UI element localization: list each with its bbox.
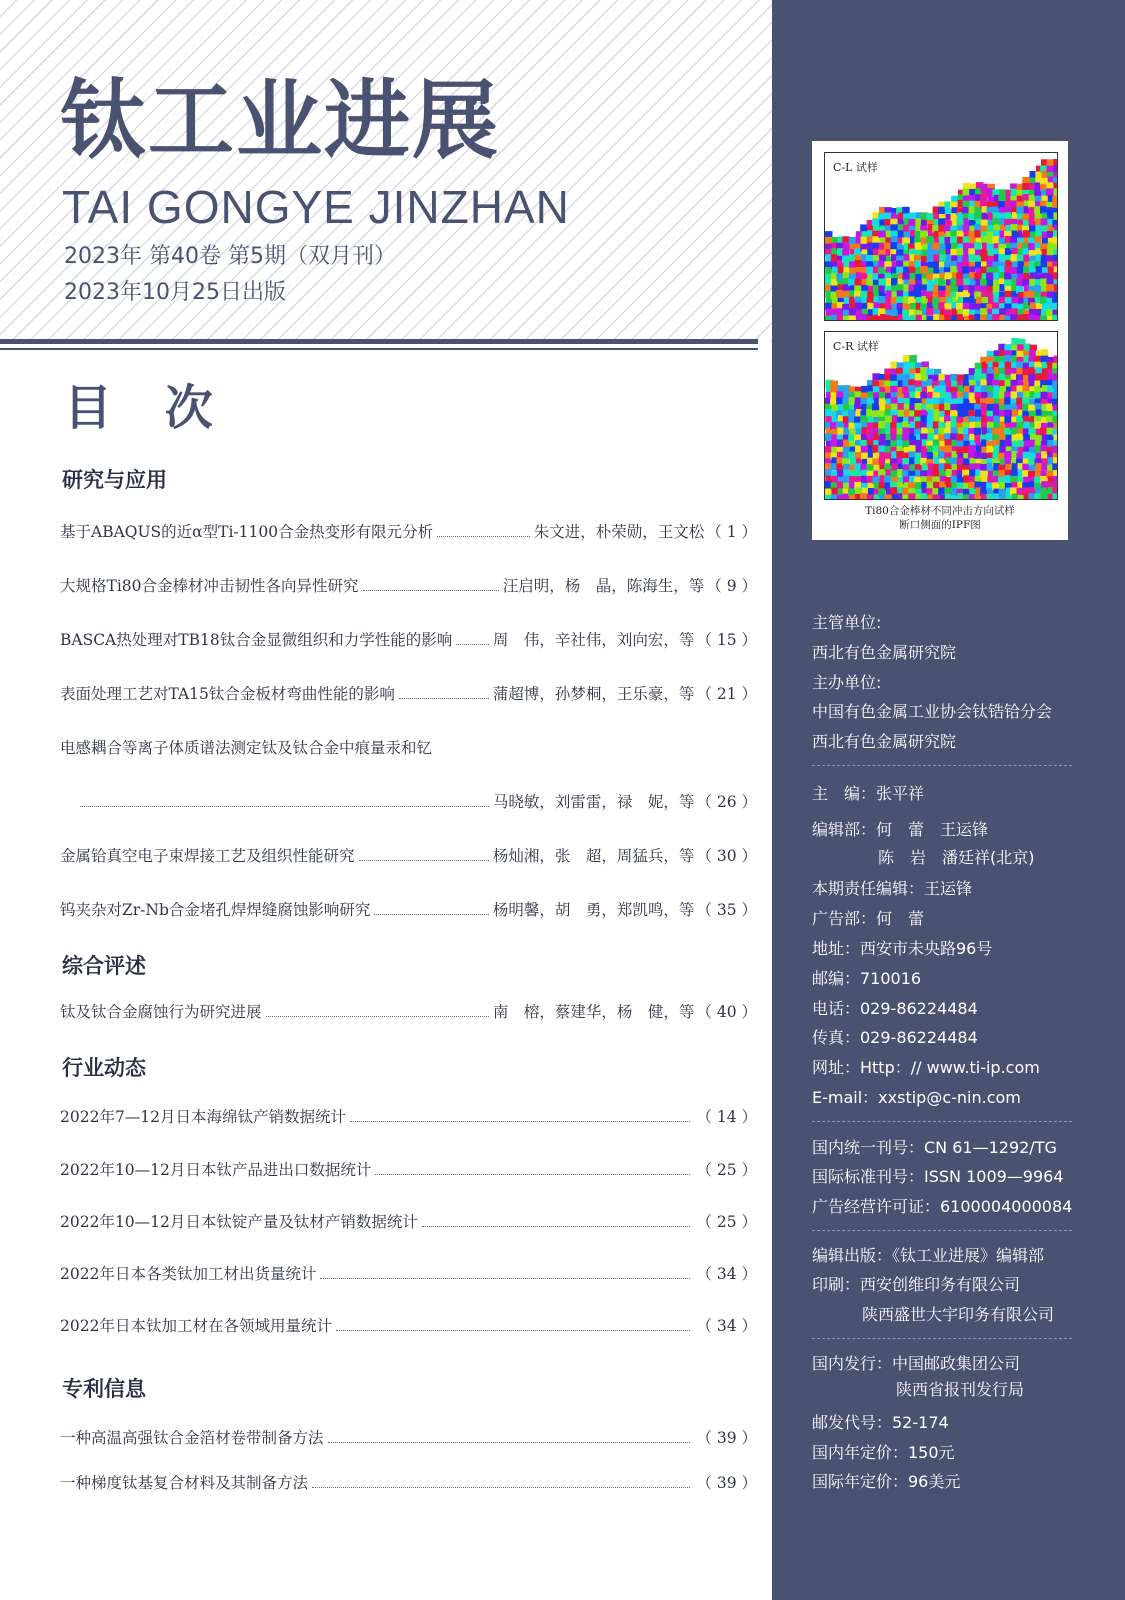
ipf-grain — [866, 267, 874, 275]
ipf-grain — [1017, 344, 1025, 352]
caption-line: 断口侧面的IPF图 — [899, 518, 981, 531]
ipf-grain — [848, 315, 856, 320]
ipf-grain — [980, 315, 988, 320]
entry-authors: 朱文进，朴荣勋，王文松 — [533, 523, 705, 542]
ipf-grain — [950, 374, 958, 382]
toc-entry-continued[interactable] — [76, 788, 757, 812]
ipf-grain — [956, 434, 964, 442]
publish-date: 2023年10月25日出版 — [64, 280, 286, 305]
entry-page: （ 9 ） — [706, 577, 757, 596]
ipf-grain — [908, 219, 916, 227]
leader-dots — [320, 1278, 690, 1279]
ipf-grain — [1053, 159, 1057, 167]
ipf-grain — [890, 386, 898, 394]
ipf-grain — [842, 249, 850, 256]
section-heading-review: 综合评述 — [62, 954, 146, 978]
ipf-panel-cl — [824, 152, 1058, 321]
info-chief-editor: 主 编：张平祥 — [812, 784, 925, 803]
ipf-grain — [974, 242, 982, 250]
leader-dots — [350, 1121, 690, 1122]
leader-dots — [399, 698, 489, 699]
info-website: 网址：Http：// www.ti-ip.com — [812, 1058, 1040, 1077]
ipf-grain — [890, 470, 898, 478]
entry-title: 金属铪真空电子束焊接工艺及组织性能研究 — [60, 847, 355, 866]
ipf-grain — [1011, 338, 1019, 346]
ipf-grain — [885, 495, 893, 499]
entry-authors: 汪启明，杨 晶，陈海生，等 — [502, 577, 705, 596]
entry-page: （ 21 ） — [696, 685, 757, 704]
entry-title: 2022年10—12月日本钛锭产量及钛材产销数据统计 — [60, 1213, 418, 1232]
leader-dots — [80, 806, 489, 807]
entry-page: （ 40 ） — [696, 1003, 757, 1022]
ipf-grain — [896, 451, 904, 459]
leader-dots — [422, 1226, 691, 1227]
ipf-grain — [902, 273, 910, 281]
ipf-grain — [891, 316, 899, 320]
leader-dots — [312, 1487, 690, 1488]
ipf-grain — [902, 207, 910, 215]
ipf-grain — [1041, 349, 1049, 357]
ipf-grain — [872, 403, 880, 411]
info-divider — [812, 1230, 1072, 1231]
ipf-grain — [987, 225, 995, 233]
info-supervisor-label: 主管单位: — [812, 613, 882, 632]
ipf-grain — [1047, 159, 1055, 167]
leader-dots — [456, 644, 489, 645]
caption-line: Ti80合金棒材不同冲击方向试样 — [865, 505, 1015, 517]
journal-title-pinyin: TAI GONGYE JINZHAN — [62, 181, 570, 233]
ipf-grain — [1052, 201, 1057, 209]
info-supervisor: 西北有色金属研究院 — [812, 643, 957, 662]
ipf-grain — [855, 260, 863, 268]
entry-title: 2022年日本各类钛加工材出货量统计 — [60, 1265, 317, 1284]
info-address: 地址：西安市未央路96号 — [812, 939, 993, 958]
toc-entry[interactable] — [60, 680, 757, 704]
ipf-grain — [1052, 392, 1057, 400]
leader-dots — [359, 860, 489, 861]
ipf-grain — [1004, 355, 1012, 363]
ipf-grain — [908, 385, 916, 393]
ipf-grain — [986, 272, 994, 280]
entry-page: （ 30 ） — [696, 847, 757, 866]
ipf-grain — [860, 291, 868, 299]
ipf-grain — [1017, 255, 1025, 263]
toc-entry[interactable] — [60, 842, 757, 866]
info-postal-code: 邮发代号：52-174 — [812, 1413, 949, 1432]
entry-title: 表面处理工艺对TA15钛合金板材弯曲性能的影响 — [60, 685, 395, 704]
ipf-grain — [1004, 451, 1012, 459]
ipf-grain — [938, 290, 946, 298]
leader-dots — [374, 914, 489, 915]
ipf-grain — [968, 254, 976, 261]
ipf-grain — [950, 236, 958, 244]
entry-title: 基于ABAQUS的近α型Ti-1100合金热变形有限元分析 — [60, 523, 434, 542]
toc-entry[interactable] — [60, 734, 757, 758]
ipf-grain — [1052, 237, 1057, 245]
entry-title: 钛及钛合金腐蚀行为研究进展 — [60, 1003, 262, 1022]
ipf-grain — [1052, 463, 1057, 471]
ipf-grain — [1016, 422, 1024, 430]
ipf-grain — [909, 355, 917, 363]
ipf-map-image — [825, 332, 1057, 499]
ipf-grain — [836, 290, 844, 298]
toc-entry[interactable] — [60, 1424, 757, 1448]
ipf-grain — [956, 279, 964, 287]
ipf-grain — [1004, 440, 1012, 448]
ipf-grain — [1041, 219, 1049, 227]
ipf-grain — [963, 303, 971, 311]
entry-page: （ 15 ） — [696, 631, 757, 650]
ipf-grain — [1004, 279, 1012, 287]
ipf-grain — [927, 284, 935, 292]
info-intl-price: 国际年定价：96美元 — [812, 1472, 961, 1491]
ipf-grain — [860, 224, 868, 232]
info-sponsor-1: 中国有色金属工业协会钛锆铪分会 — [812, 702, 1053, 721]
entry-page: （ 39 ） — [696, 1474, 757, 1493]
toc-entry[interactable] — [60, 1260, 757, 1284]
ipf-grain — [915, 403, 923, 411]
ipf-grain — [1053, 373, 1057, 381]
ipf-grain — [890, 242, 898, 250]
entry-authors: 杨灿湘，张 超，周猛兵，等 — [492, 847, 695, 866]
ipf-grain — [980, 194, 988, 202]
ipf-grain — [957, 218, 965, 226]
entry-page: （ 14 ） — [696, 1108, 757, 1127]
info-sponsor-2: 西北有色金属研究院 — [812, 732, 957, 751]
ipf-grain — [1054, 356, 1057, 364]
leader-dots — [266, 1016, 489, 1017]
ipf-grain — [1010, 224, 1018, 232]
ipf-grain — [992, 314, 1000, 320]
info-editorial-dept-2: 陈 岩 潘廷祥(北京) — [878, 848, 1035, 867]
info-phone: 电话：029-86224484 — [812, 999, 978, 1018]
ipf-grain — [825, 237, 832, 245]
ipf-grain — [855, 302, 863, 310]
ipf-grain — [891, 487, 899, 495]
ipf-grain — [957, 248, 965, 256]
ipf-grain — [861, 446, 869, 454]
ipf-grain — [1028, 314, 1036, 320]
figure-caption — [812, 505, 1068, 532]
ipf-grain — [1054, 188, 1057, 196]
ipf-grain — [944, 445, 952, 453]
ipf-grain — [1052, 303, 1057, 311]
issue-info: 2023年 第40卷 第5期（双月刊） — [64, 244, 396, 269]
entry-authors: 杨明馨，胡 勇，郑凯鸣，等 — [492, 901, 695, 920]
ipf-grain — [1052, 446, 1057, 454]
ipf-grain — [848, 452, 856, 460]
section-heading-patent: 专利信息 — [62, 1377, 146, 1401]
ipf-grain — [1052, 493, 1057, 499]
ipf-grain — [872, 410, 880, 418]
ipf-grain — [836, 315, 844, 320]
toc-entry[interactable] — [60, 626, 757, 650]
leader-dots — [437, 536, 530, 537]
ipf-grain — [878, 421, 886, 429]
info-issn: 国际标准刊号：ISSN 1009—9964 — [812, 1167, 1064, 1186]
entry-page: （ 1 ） — [706, 523, 757, 542]
leader-dots — [363, 590, 499, 591]
ipf-grain — [920, 266, 928, 274]
ipf-grain — [878, 296, 886, 304]
panel-label-cr: C-R 试样 — [833, 340, 879, 353]
ipf-grain — [963, 189, 971, 197]
header-divider-thin — [0, 348, 758, 350]
ipf-grain — [915, 380, 923, 388]
ipf-grain — [1054, 284, 1057, 292]
ipf-grain — [1004, 410, 1012, 418]
ipf-panel-cr — [824, 331, 1058, 500]
ipf-grain — [1054, 165, 1057, 173]
entry-page: （ 35 ） — [696, 901, 757, 920]
ipf-grain — [908, 296, 916, 304]
entry-page: （ 34 ） — [696, 1265, 757, 1284]
info-fax: 传真：029-86224484 — [812, 1028, 978, 1047]
ipf-grain — [974, 428, 982, 436]
entry-title: 钨夹杂对Zr-Nb合金堵孔焊焊缝腐蚀影响研究 — [60, 901, 371, 920]
toc-entry[interactable] — [60, 998, 757, 1022]
ipf-grain — [825, 495, 832, 499]
ipf-grain — [933, 398, 941, 406]
entry-title: 2022年10—12月日本钛产品进出口数据统计 — [60, 1161, 372, 1180]
info-domestic-price: 国内年定价：150元 — [812, 1443, 955, 1462]
toc-entry[interactable] — [60, 1103, 757, 1127]
info-printer: 印刷：西安创维印务有限公司 — [812, 1275, 1021, 1294]
ipf-grain — [986, 397, 994, 405]
ipf-grain — [1053, 476, 1057, 484]
toc-entry[interactable] — [60, 518, 757, 542]
entry-title: 电感耦合等离子体质谱法测定钛及钛合金中痕量汞和钇 — [60, 739, 433, 758]
entry-title: BASCA热处理对TB18钛合金显微组织和力学性能的影响 — [60, 631, 453, 650]
info-cn-number: 国内统一刊号：CN 61—1292/TG — [812, 1138, 1057, 1157]
entry-title: 一种梯度钛基复合材料及其制备方法 — [60, 1474, 309, 1493]
ipf-grain — [974, 451, 982, 459]
ipf-grain — [1034, 445, 1042, 453]
ipf-grain — [1053, 272, 1057, 280]
toc-entry[interactable] — [60, 1208, 757, 1232]
entry-page: （ 26 ） — [696, 793, 757, 812]
toc-entry[interactable] — [60, 1469, 757, 1493]
ipf-grain — [1052, 416, 1057, 424]
ipf-grain — [903, 355, 911, 363]
info-ad-license: 广告经营许可证：6100004000084 — [812, 1197, 1073, 1216]
entry-title: 大规格Ti80合金棒材冲击韧性各向异性研究 — [60, 577, 359, 596]
info-issue-editor: 本期责任编辑：王运锋 — [812, 879, 973, 898]
ipf-grain — [860, 314, 868, 320]
ipf-grain — [927, 213, 935, 221]
cover-figure — [812, 141, 1068, 540]
info-sponsor-label: 主办单位: — [812, 673, 882, 692]
ipf-grain — [878, 231, 886, 239]
ipf-grain — [1053, 230, 1057, 238]
ipf-map-image — [825, 153, 1057, 320]
ipf-grain — [920, 392, 928, 400]
ipf-grain — [860, 493, 868, 499]
ipf-grain — [944, 315, 952, 320]
ipf-grain — [926, 291, 934, 299]
ipf-grain — [1040, 428, 1048, 436]
header-divider-thick — [0, 339, 758, 344]
entry-page: （ 25 ） — [696, 1161, 757, 1180]
ipf-grain — [1016, 207, 1024, 215]
info-editorial-dept: 编辑部：何 蕾 王运锋 — [812, 820, 989, 839]
entry-page: （ 34 ） — [696, 1317, 757, 1336]
info-divider — [812, 765, 1072, 766]
toc-heading: 目 次 — [64, 380, 231, 436]
section-heading-industry: 行业动态 — [62, 1056, 146, 1080]
entry-page: （ 25 ） — [696, 1213, 757, 1232]
toc-entry[interactable] — [60, 896, 757, 920]
ipf-grain — [1046, 284, 1054, 292]
leader-dots — [375, 1174, 690, 1175]
ipf-grain — [1016, 434, 1024, 442]
entry-title: 一种高温高强钛合金箔材卷带制备方法 — [60, 1429, 324, 1448]
ipf-grain — [1010, 314, 1018, 320]
ipf-grain — [920, 493, 928, 499]
ipf-grain — [1004, 272, 1012, 280]
info-ad-dept: 广告部：何 蕾 — [812, 909, 925, 928]
ipf-grain — [926, 308, 934, 316]
ipf-grain — [902, 427, 910, 435]
info-distribution: 国内发行：中国邮政集团公司 — [812, 1354, 1021, 1373]
info-divider — [812, 1121, 1072, 1122]
entry-authors: 蒲超博，孙梦桐，王乐豪，等 — [492, 685, 695, 704]
info-divider — [812, 1338, 1072, 1339]
ipf-grain — [1022, 183, 1030, 191]
entry-authors: 南 榕，蔡建华，杨 健，等 — [492, 1003, 695, 1022]
ipf-grain — [849, 237, 857, 245]
ipf-grain — [1052, 315, 1057, 320]
ipf-grain — [926, 316, 934, 320]
ipf-grain — [932, 242, 940, 250]
ipf-grain — [933, 494, 941, 499]
ipf-grain — [1053, 212, 1057, 220]
leader-dots — [328, 1442, 691, 1443]
ipf-grain — [950, 458, 958, 466]
info-email: E-mail：xxstip@c-nin.com — [812, 1088, 1021, 1107]
ipf-grain — [867, 495, 875, 499]
info-publisher: 编辑出版：《钛工业进展》编辑部 — [812, 1246, 1045, 1265]
panel-label-cl: C-L 试样 — [833, 161, 878, 174]
ipf-grain — [926, 273, 934, 281]
entry-title: 2022年日本钛加工材在各领域用量统计 — [60, 1317, 332, 1336]
toc-entry[interactable] — [60, 572, 757, 596]
ipf-grain — [825, 409, 832, 417]
info-printer-2: 陕西盛世大宇印务有限公司 — [862, 1305, 1055, 1324]
entry-authors: 马晓敏，刘雷雷，禄 妮，等 — [492, 793, 695, 812]
ipf-grain — [1041, 494, 1049, 499]
ipf-grain — [1041, 392, 1049, 400]
ipf-grain — [926, 236, 934, 244]
journal-title-chinese: 钛工业进展 — [60, 71, 500, 171]
entry-page: （ 39 ） — [696, 1429, 757, 1448]
info-postcode: 邮编：710016 — [812, 969, 922, 988]
leader-dots — [336, 1330, 690, 1331]
entry-authors: 周 伟，辛社伟，刘向宏，等 — [492, 631, 695, 650]
ipf-grain — [825, 434, 832, 442]
entry-title: 2022年7—12月日本海绵钛产销数据统计 — [60, 1108, 347, 1127]
toc-entry[interactable] — [60, 1156, 757, 1180]
toc-entry[interactable] — [60, 1312, 757, 1336]
ipf-grain — [1046, 188, 1054, 196]
info-distribution-2: 陕西省报刊发行局 — [896, 1380, 1025, 1399]
ipf-grain — [908, 493, 916, 499]
section-heading-research: 研究与应用 — [62, 468, 167, 492]
